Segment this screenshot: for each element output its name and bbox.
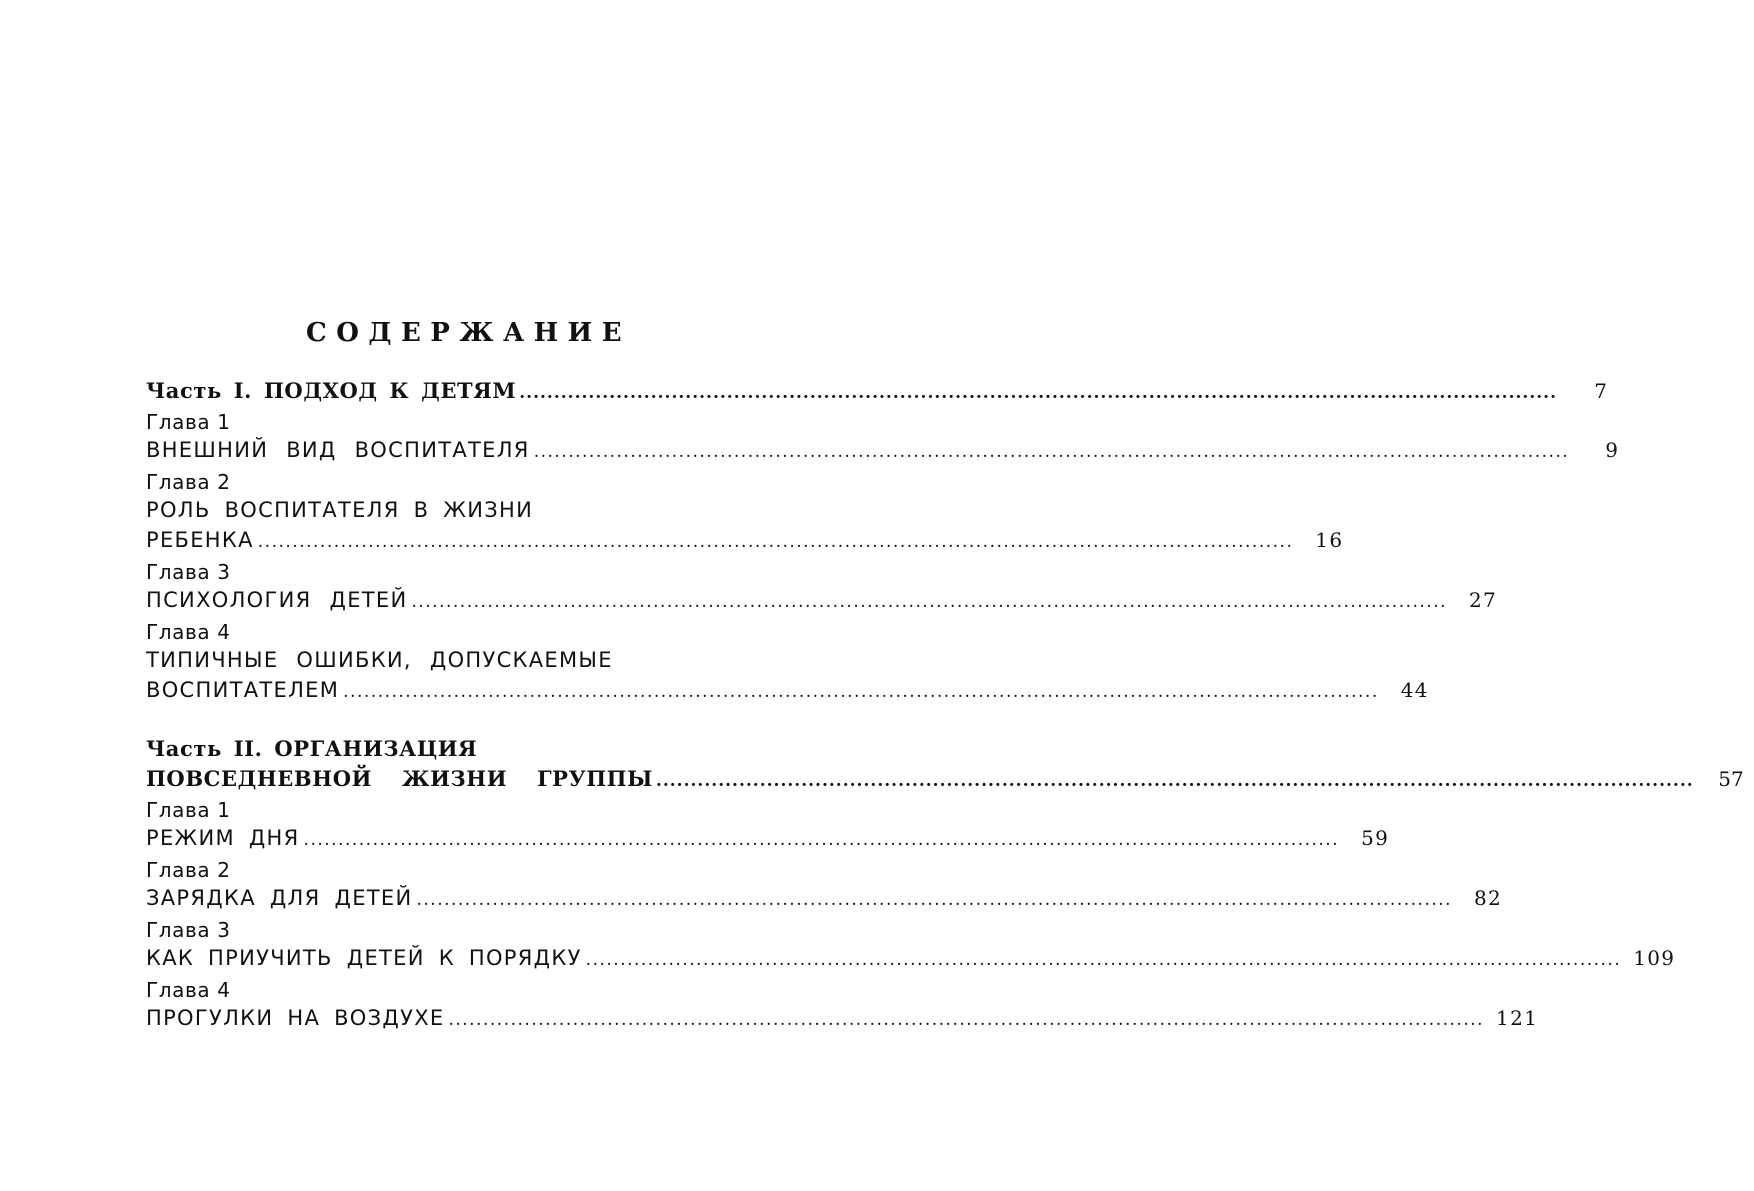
chapter-title: РЕБЕНКА xyxy=(146,528,254,552)
page-number: 9 xyxy=(1605,438,1620,462)
dot-leader xyxy=(343,682,1379,702)
toc-entry-chapter-2-2 xyxy=(146,886,1503,916)
dot-leader xyxy=(304,830,1340,850)
page-number: 27 xyxy=(1468,588,1498,612)
toc-entry-chapter-2-3 xyxy=(146,946,1676,976)
chapter-title: ВНЕШНИЙ ВИД ВОСПИТАТЕЛЯ xyxy=(146,438,530,462)
dot-leader xyxy=(416,890,1452,910)
chapter-label: Глава 3 xyxy=(146,560,231,584)
chapter-label: Глава 4 xyxy=(146,978,231,1002)
chapter-label: Глава 2 xyxy=(146,470,231,494)
toc-entry-chapter-1-2 xyxy=(146,528,1344,558)
dot-leader xyxy=(448,1010,1484,1030)
page-number: 16 xyxy=(1315,528,1344,552)
chapter-title-line: РОЛЬ ВОСПИТАТЕЛЯ В ЖИЗНИ xyxy=(146,498,534,522)
chapter-title: РЕЖИМ ДНЯ xyxy=(146,826,300,850)
toc-entry-chapter-1-1 xyxy=(146,438,1620,468)
page-number: 121 xyxy=(1496,1006,1539,1030)
chapter-title-line: ТИПИЧНЫЕ ОШИБКИ, ДОПУСКАЕМЫЕ xyxy=(146,648,613,672)
page-number: 82 xyxy=(1474,886,1503,910)
page-number: 7 xyxy=(1594,379,1608,403)
chapter-title: ПРОГУЛКИ НА ВОЗДУХЕ xyxy=(146,1006,445,1030)
page-number: 59 xyxy=(1361,826,1390,850)
chapter-label: Глава 4 xyxy=(146,620,231,644)
chapter-label: Глава 1 xyxy=(146,798,231,822)
dot-leader xyxy=(411,592,1447,612)
toc-entry-chapter-1-4 xyxy=(146,678,1429,708)
page-title: СОДЕРЖАНИЕ xyxy=(306,318,632,348)
dot-leader xyxy=(258,532,1294,552)
part-title: Часть I. ПОДХОД К ДЕТЯМ xyxy=(146,378,517,403)
dot-leader xyxy=(534,442,1570,462)
chapter-title: ЗАРЯДКА ДЛЯ ДЕТЕЙ xyxy=(146,886,413,910)
chapter-title: ВОСПИТАТЕЛЕМ xyxy=(146,678,340,702)
dot-leader xyxy=(586,950,1622,970)
toc-entry-chapter-1-3 xyxy=(146,588,1498,618)
toc-part-2 xyxy=(146,766,1744,796)
toc-part-1 xyxy=(146,378,1608,408)
toc-entry-chapter-2-1 xyxy=(146,826,1390,856)
chapter-title: КАК ПРИУЧИТЬ ДЕТЕЙ К ПОРЯДКУ xyxy=(146,946,582,970)
toc-entry-chapter-2-4 xyxy=(146,1006,1539,1036)
part-title: ПОВСЕДНЕВНОЙ ЖИЗНИ ГРУППЫ xyxy=(146,766,653,791)
page-number: 57 xyxy=(1718,767,1744,791)
dot-leader xyxy=(519,383,1557,403)
dot-leader xyxy=(656,771,1694,791)
chapter-title: ПСИХОЛОГИЯ ДЕТЕЙ xyxy=(146,588,408,612)
chapter-label: Глава 3 xyxy=(146,918,231,942)
chapter-label: Глава 2 xyxy=(146,858,231,882)
page-number: 109 xyxy=(1633,946,1676,970)
chapter-label: Глава 1 xyxy=(146,410,231,434)
page-number: 44 xyxy=(1400,678,1429,702)
part-title-line: Часть II. ОРГАНИЗАЦИЯ xyxy=(146,736,478,761)
